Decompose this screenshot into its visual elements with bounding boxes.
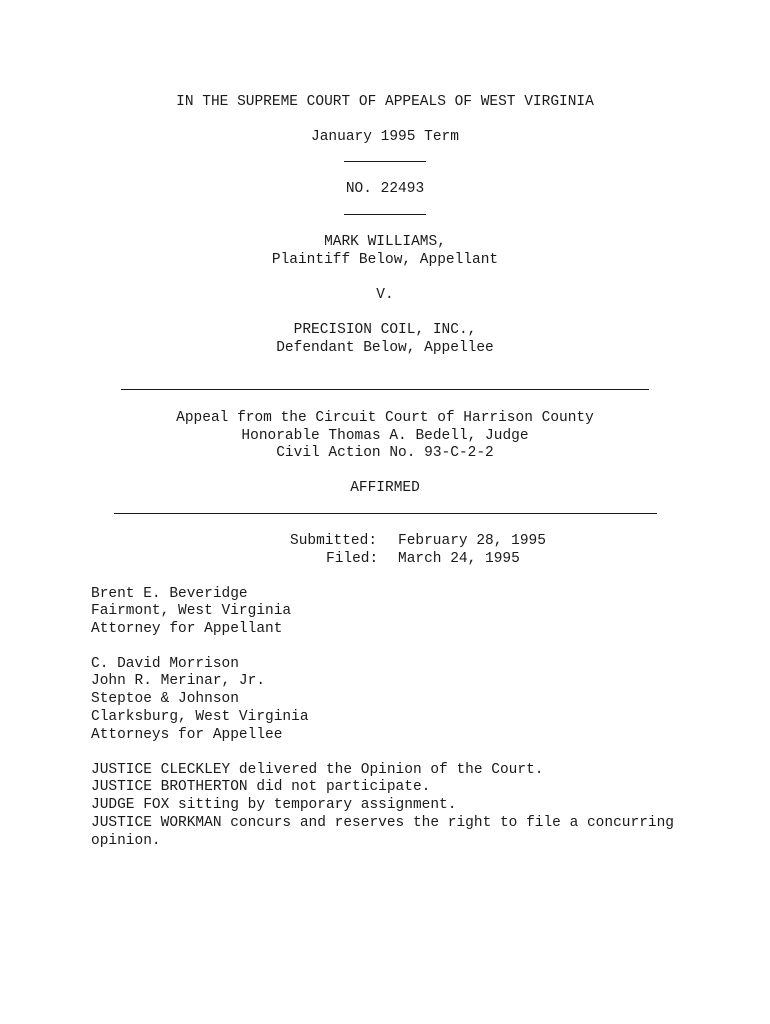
counsel-line: C. David Morrison xyxy=(91,656,239,672)
counsel-line: John R. Merinar, Jr. xyxy=(91,673,266,689)
filed-label: Filed: xyxy=(326,551,379,567)
civil-action: Civil Action No. 93-C-2-2 xyxy=(276,445,494,461)
court-title: IN THE SUPREME COURT OF APPEALS OF WEST VIRGINIA xyxy=(176,94,594,110)
counsel-line: Steptoe & Johnson xyxy=(91,691,239,707)
note-line: JUDGE FOX sitting by temporary assignment. xyxy=(91,797,457,813)
long-rule xyxy=(114,513,657,514)
note-line: opinion. xyxy=(91,833,161,849)
counsel-line: Attorneys for Appellee xyxy=(91,727,283,743)
docket-number: NO. 22493 xyxy=(345,181,425,197)
appeal-from: Appeal from the Circuit Court of Harrison County xyxy=(176,410,594,426)
plaintiff-name: MARK WILLIAMS, xyxy=(324,234,446,250)
defendant-role: Defendant Below, Appellee xyxy=(276,340,494,356)
note-line: JUSTICE CLECKLEY delivered the Opinion of the Court. xyxy=(91,762,544,778)
plaintiff-role: Plaintiff Below, Appellant xyxy=(271,252,499,268)
short-rule xyxy=(344,161,426,162)
counsel-line: Fairmont, West Virginia xyxy=(91,603,292,619)
note-line: JUSTICE WORKMAN concurs and reserves the right to file a concurring xyxy=(91,815,674,831)
counsel-line: Brent E. Beveridge xyxy=(91,586,248,602)
term: January 1995 Term xyxy=(311,129,459,145)
submitted-label: Submitted: xyxy=(290,533,378,549)
note-line: JUSTICE BROTHERTON did not participate. xyxy=(91,779,431,795)
counsel-line: Attorney for Appellant xyxy=(91,621,283,637)
counsel-line: Clarksburg, West Virginia xyxy=(91,709,309,725)
short-rule xyxy=(344,214,426,215)
submitted-date: February 28, 1995 xyxy=(398,533,546,549)
disposition: AFFIRMED xyxy=(350,480,420,496)
versus: V. xyxy=(376,287,394,303)
defendant-name: PRECISION COIL, INC., xyxy=(293,322,477,338)
long-rule xyxy=(121,389,649,390)
judge: Honorable Thomas A. Bedell, Judge xyxy=(241,428,529,444)
filed-date: March 24, 1995 xyxy=(398,551,520,567)
